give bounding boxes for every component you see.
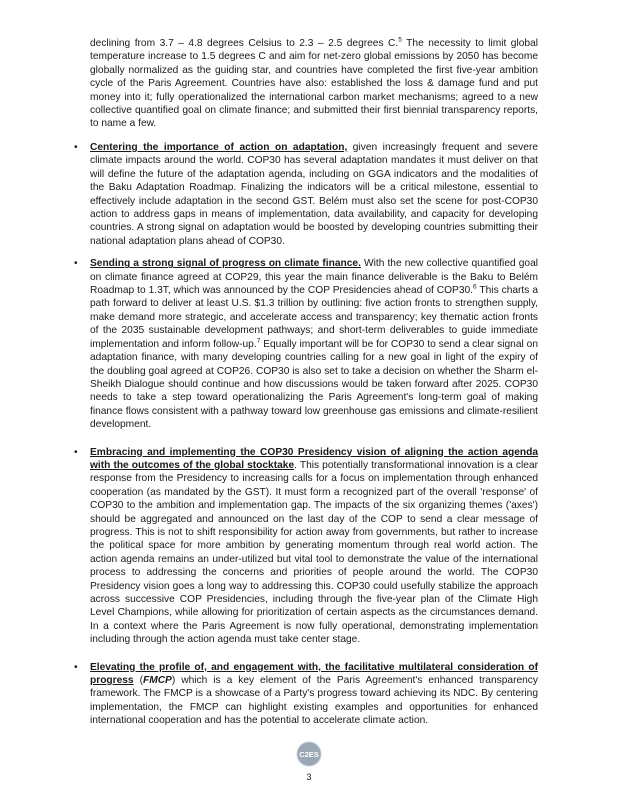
- page-number: 3: [306, 772, 312, 782]
- bullet-icon: •: [74, 258, 78, 270]
- bullet-icon: •: [74, 142, 78, 153]
- bullet-icon: •: [74, 446, 78, 458]
- intro-text-continued: The necessity to limit global temperature increase to 1.5 degrees C and aim for net-zero global emissions by 2050 has become globally normalized as the guiding star, and countries have completed the first five-year ambition cycle of the Paris Agreement. Countries have also: established the loss & damage fund and put money into it; fully operationalized the international carbon market mechanisms; agreed to a new collective quantified goal on climate finance; and submitted their first biennial transparency reports, to name a few.: [90, 38, 538, 130]
- bullet-icon: •: [74, 661, 78, 673]
- list-item-fmcp: [74, 661, 538, 728]
- bullet-text: (: [133, 675, 143, 687]
- footnote-marker: 7: [256, 337, 261, 345]
- bullet-text: With the new collective quantified goal on climate finance agreed at COP29, this year the main finance deliverable is the Baku to Belém Roadmap to 1.3T, which was announced by the COP Presidencies ahead of COP30.: [90, 258, 538, 297]
- list-item-action-agenda: [74, 446, 539, 647]
- priority-list: [74, 141, 539, 737]
- bullet-text: This charts a path forward to deliver at least U.S. $1.3 trillion by outlining: five action fronts to strengthen supply, make demand more strategic, and accelerate access and transparency; key thematic action fronts of the 2035 sustainable development pathways; and short-term deliverables to guide immediate implementation and inform follow-up.: [90, 285, 538, 350]
- fmcp-acronym: FMCP: [142, 675, 172, 687]
- intro-text: declining from 3.7 – 4.8 degrees Celsius to 2.3 – 2.5 degrees C.: [90, 38, 399, 49]
- bullet-text: . This potentially transformational innovation is a clear response from the Presidency to increasing calls for a focus on implementation through enhanced cooperation (as mandated by the GST). It must form a recognized part of the overall 'response' of COP30 to the ambition and implementation gap. The impacts of the six organizing themes ('axes') should be aggregated and announced on the last day of the COP to send a clear message of progress. This is not to shift responsibility for action away from governments, but rather to increase the political space for more ambition by generating momentum through real world action. The action agenda remains an under-utilized but vital tool to demonstrate the value of the international process to addressing the concerns and priorities of people around the world. The COP30 Presidency vision goes a long way to addressing this. COP30 could usefully stabilize the approach across successive COP Presidencies, including through the five-year plan of the Climate High Level Champions, while allowing for prioritization of certain aspects as the circumstances demand. In a context where the Paris Agreement is now fully operational, demonstrating implementation including through the action agenda must take center stage.: [90, 459, 539, 646]
- footnote-marker: 5: [398, 36, 402, 44]
- footnote-marker: 6: [473, 283, 477, 291]
- bullet-heading: Centering the importance of action on adaptation,: [90, 142, 348, 153]
- logo-text: C2ES: [299, 750, 319, 759]
- bullet-text: given increasingly frequent and severe climate impacts around the world. COP30 has several adaptation mandates it must deliver on that will define the future of the adaptation agenda, including on GGA indicators and the modalities of the Baku Adaptation Roadmap. Finalizing the indicators will be a critical milestone, essential to effectively include adaptation in the second GST. Belém must also set the scene for post-COP30 action to address gaps in means of implementation, data availability, and capacity for developing countries. A strong signal on adaptation would be boosted by developing countries submitting their national adaptation plans ahead of COP30.: [90, 142, 538, 247]
- bullet-heading: Elevating the profile of, and engagement with, the facilitative multilateral consideration of progress: [90, 661, 538, 687]
- bullet-text: ) which is a key element of the Paris Agreement's enhanced transparency framework. The FMCP is a showcase of a Party's progress toward achieving its NDC. By centering implementation, the FMCP can highlight existing examples and opportunities for enhanced international cooperation and has the potential to accelerate climate action.: [90, 675, 538, 727]
- c2es-globe-logo-icon: [296, 741, 322, 767]
- bullet-text: Equally important will be for COP30 to send a clear signal on adaptation finance, with many developing countries calling for a new goal in light of the expiry of the doubling goal agreed at COP26. COP30 is also set to take a decision on whether the Sharm el-Sheikh Dialogue should continue and how discussions would be taken forward after 2025. COP30 needs to take a step toward operationalizing the Paris Agreement's long-term goal of making finance flows consistent with a pathway toward low greenhouse gas emissions and climate-resilient development.: [90, 338, 539, 431]
- bullet-heading: Embracing and implementing the COP30 Presidency vision of aligning the action agenda with the outcomes of the global stocktake: [90, 446, 538, 471]
- list-item-climate-finance: [74, 257, 539, 431]
- list-item-adaptation: [74, 141, 538, 248]
- intro-paragraph: [90, 37, 538, 131]
- bullet-heading: Sending a strong signal of progress on climate finance.: [90, 258, 361, 270]
